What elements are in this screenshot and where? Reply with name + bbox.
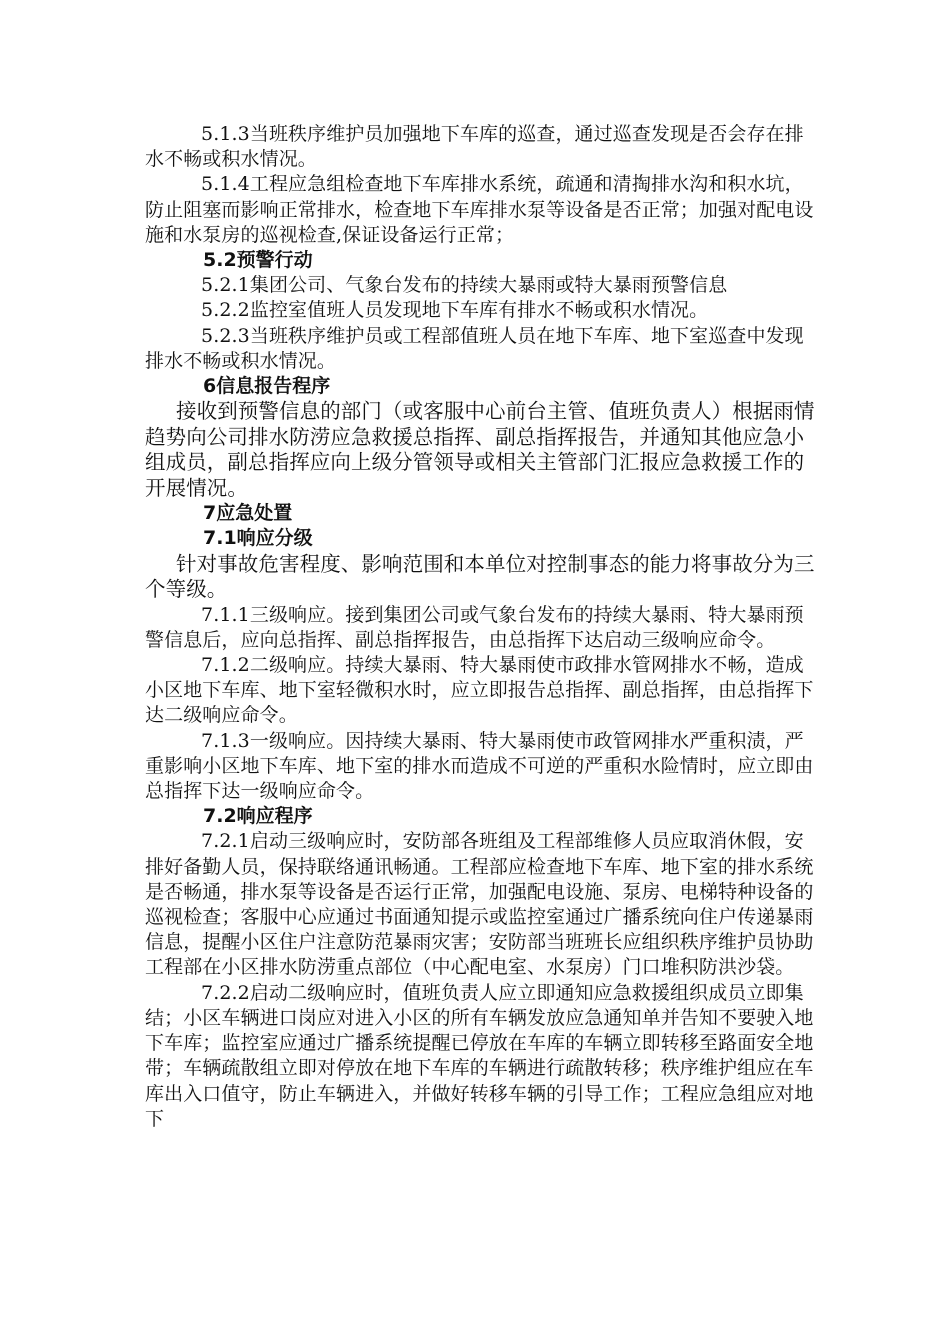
paragraph-5-2-1: 5.2.1集团公司、气象台发布的持续大暴雨或特大暴雨预警信息 (201, 274, 728, 297)
paragraph-7-1-1: 7.1.1三级响应。接到集团公司或气象台发布的持续大暴雨、特大暴雨预警信息后，应向总指挥、副总指挥报告，由总指挥下达启动三级响应命令。 (145, 603, 804, 651)
heading-5-2: 5.2预警行动 (203, 249, 313, 272)
heading-7-2: 7.2响应程序 (203, 805, 313, 828)
paragraph-6-body: 接收到预警信息的部门（或客服中心前台主管、值班负责人）根据雨情趋势向公司排水防涝应急救援总指挥、副总指挥报告，并通知其他应急小组成员，副总指挥应向上级分管领导或相关主管部门汇报应急救援工作的开展情况。 (145, 399, 815, 500)
paragraph-7-1-body: 针对事故危害程度、影响范围和本单位对控制事态的能力将事故分为三个等级。 (145, 551, 815, 602)
heading-7: 7应急处置 (203, 502, 293, 525)
paragraph-5-1-4: 5.1.4工程应急组检查地下车库排水系统，疏通和清掏排水沟和积水坑，防止阻塞而影响正常排水，检查地下车库排水泵等设备是否正常；加强对配电设施和水泵房的巡视检查,保证设备运行正常； (145, 173, 814, 246)
paragraph-5-2-2: 5.2.2监控室值班人员发现地下车库有排水不畅或积水情况。 (201, 299, 709, 322)
heading-7-1: 7.1响应分级 (203, 527, 313, 550)
paragraph-7-2-1: 7.2.1启动三级响应时，安防部各班组及工程部维修人员应取消休假，安排好备勤人员，保持联络通讯畅通。工程部应检查地下车库、地下室的排水系统是否畅通，排水泵等设备是否运行正常，加强配电设施、泵房、电梯特种设备的巡视检查；客服中心应通过书面通知提示或监控室通过广播系统向住户传递暴雨信息，提醒小区住户注意防范暴雨灾害；安防部当班班长应组织秩序维护员协助工程部在小区排水防涝重点部位（中心配电室、水泵房）门口堆积防洪沙袋。 (145, 830, 814, 979)
paragraph-5-2-3: 5.2.3当班秩序维护员或工程部值班人员在地下车库、地下室巡查中发现排水不畅或积水情况。 (145, 324, 804, 372)
paragraph-7-2-2: 7.2.2启动二级响应时，值班负责人应立即通知应急救援组织成员立即集结；小区车辆进口岗应对进入小区的所有车辆发放应急通知单并告知不要驶入地下车库；监控室应通过广播系统提醒已停放在车库的车辆立即转移至路面安全地带；车辆疏散组立即对停放在地下车库的车辆进行疏散转移；秩序维护组应在车库出入口值守，防止车辆进入，并做好转移车辆的引导工作；工程应急组应对地下 (145, 981, 814, 1130)
paragraph-5-1-3: 5.1.3当班秩序维护员加强地下车库的巡查，通过巡查发现是否会存在排水不畅或积水情况。 (145, 123, 804, 171)
document-page (145, 122, 815, 1132)
heading-6: 6信息报告程序 (203, 375, 331, 398)
paragraph-7-1-2: 7.1.2二级响应。持续大暴雨、特大暴雨使市政排水管网排水不畅，造成小区地下车库、地下室轻微积水时，应立即报告总指挥、副总指挥，由总指挥下达二级响应命令。 (145, 654, 814, 727)
paragraph-7-1-3: 7.1.3一级响应。因持续大暴雨、特大暴雨使市政管网排水严重积渍，严重影响小区地下车库、地下室的排水而造成不可逆的严重积水险情时，应立即由总指挥下达一级响应命令。 (145, 729, 814, 803)
